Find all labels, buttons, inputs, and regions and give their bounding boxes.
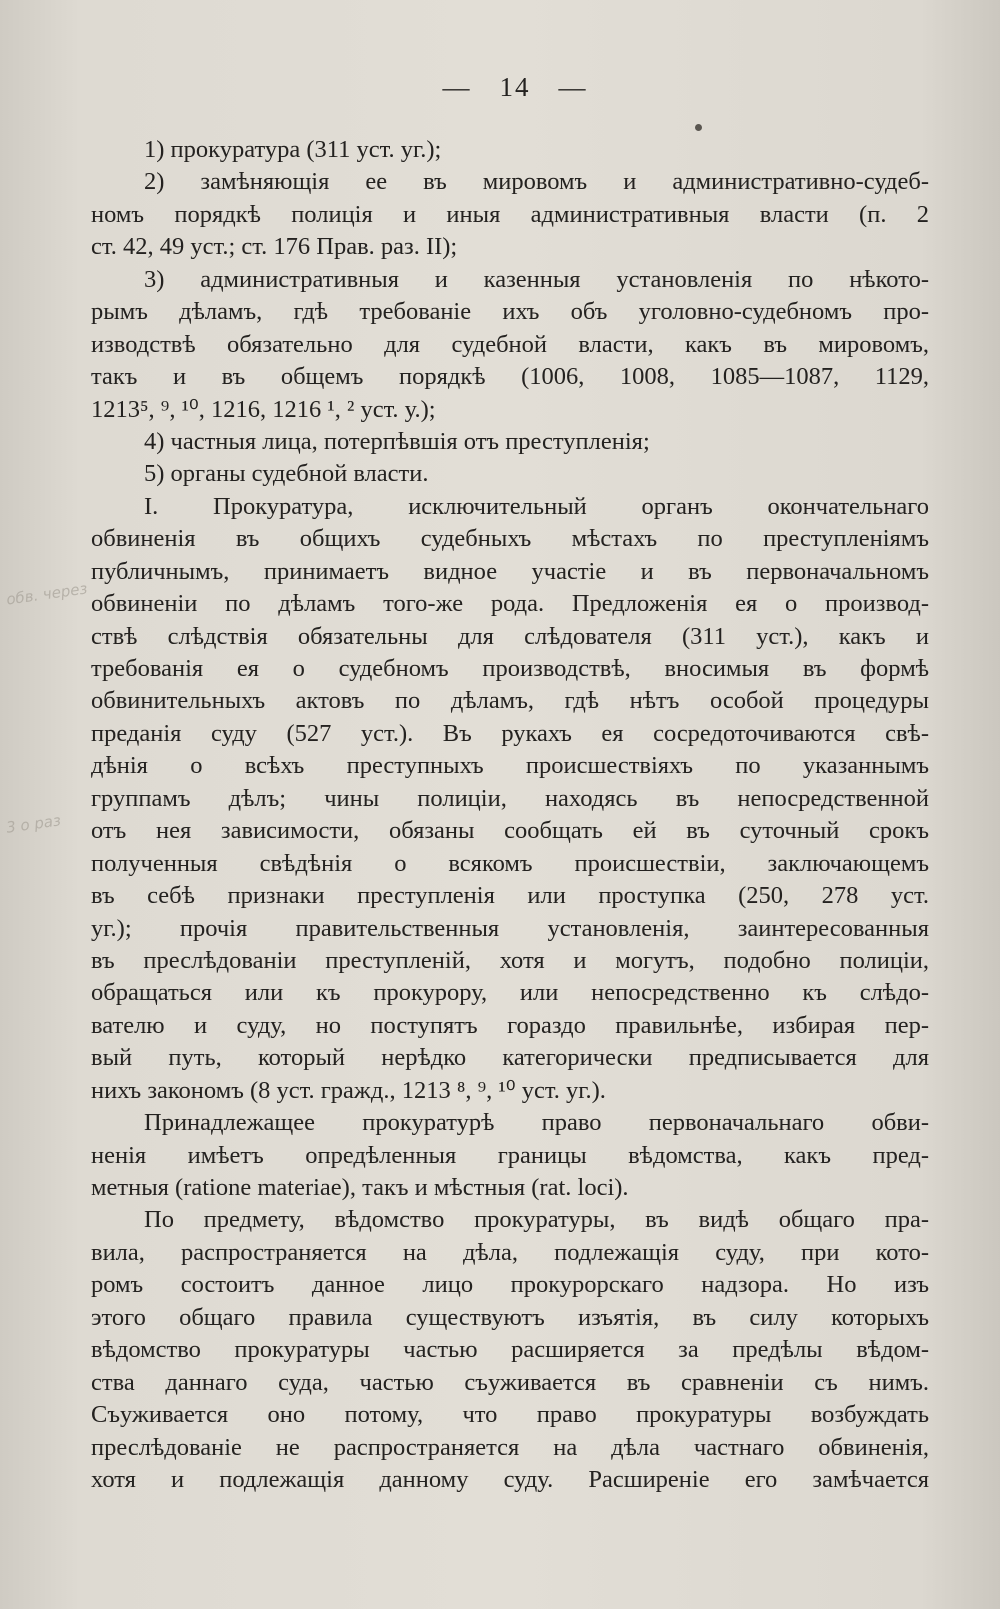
- text-line: нихъ закономъ (8 уст. гражд., 1213 ⁸, ⁹, ¹⁰ уст. уг.).: [91, 1076, 606, 1104]
- text-line: обвинительныхъ актовъ по дѣламъ, гдѣ нѣтъ особой процедуры: [91, 687, 929, 715]
- text-line: ненія имѣетъ опредѣленныя границы вѣдомства, какъ пред-: [91, 1141, 929, 1169]
- text-line: изводствѣ обязательно для судебной власти, какъ въ мировомъ,: [91, 330, 929, 358]
- text-line: ст. 42, 49 уст.; ст. 176 Прав. раз. II);: [91, 233, 458, 261]
- text-line: обращаться или къ прокурору, или непосредственно къ слѣдо-: [91, 979, 929, 1007]
- text-line: преданія суду (527 уст.). Въ рукахъ ея сосредоточиваются свѣ-: [91, 719, 929, 747]
- text-line: этого общаго правила существуютъ изъятія, въ силу которыхъ: [91, 1303, 929, 1331]
- text-line: уг.); прочія правительственныя установленія, заинтересованныя: [91, 914, 929, 942]
- text-line: полученныя свѣдѣнія о всякомъ происшествіи, заключающемъ: [91, 849, 929, 877]
- page-number-dash-right: —: [558, 72, 588, 102]
- text-line: хотя и подлежащія данному суду. Расширеніе его замѣчается: [91, 1465, 929, 1493]
- text-line: 3) административныя и казенныя установленія по нѣкото-: [144, 265, 929, 293]
- text-line: 5) органы судебной власти.: [144, 460, 429, 488]
- text-line: рымъ дѣламъ, гдѣ требованіе ихъ объ уголовно-судебномъ про-: [91, 298, 929, 326]
- text-line: Принадлежащее прокуратурѣ право первоначальнаго обви-: [144, 1109, 929, 1137]
- text-line: 1) прокуратура (311 уст. уг.);: [144, 136, 442, 163]
- text-line: въ преслѣдованіи преступленій, хотя и могутъ, подобно полиціи,: [91, 946, 929, 974]
- text-line: 2) замѣняющія ее въ мировомъ и административно-судеб-: [144, 168, 929, 196]
- text-line: такъ и въ общемъ порядкѣ (1006, 1008, 1085—1087, 1129,: [91, 363, 929, 391]
- text-line: номъ порядкѣ полиція и иныя административныя власти (п. 2: [91, 200, 929, 228]
- text-line: вѣдомство прокуратуры частью расширяется за предѣлы вѣдом-: [91, 1336, 929, 1364]
- text-line: 4) частныя лица, потерпѣвшія отъ преступленія;: [144, 427, 650, 455]
- text-line: публичнымъ, принимаетъ видное участіе и въ первоначальномъ: [91, 557, 929, 585]
- text-line: требованія ея о судебномъ производствѣ, вносимыя въ формѣ: [91, 655, 929, 682]
- text-line: обвиненіи по дѣламъ того-же рода. Предложенія ея о производ-: [91, 590, 929, 618]
- text-line: преслѣдованіе не распространяется на дѣла частнаго обвиненія,: [91, 1433, 929, 1461]
- text-line: обвиненія въ общихъ судебныхъ мѣстахъ по преступленіямъ: [91, 525, 929, 553]
- body-text: [91, 134, 929, 1496]
- text-line: ства даннаго суда, частью съуживается въ сравненіи съ нимъ.: [91, 1368, 929, 1396]
- margin-note: 3 о раз: [5, 811, 62, 837]
- text-line: ромъ состоитъ данное лицо прокурорскаго надзора. Но изъ: [91, 1271, 929, 1299]
- ink-dot: [695, 124, 702, 131]
- text-line: По предмету, вѣдомство прокуратуры, въ видѣ общаго пра-: [144, 1206, 929, 1234]
- text-line: ствѣ слѣдствія обязательны для слѣдователя (311 уст.), какъ и: [91, 622, 929, 650]
- text-line: метныя (ratione materiae), такъ и мѣстныя (rat. loci).: [91, 1174, 629, 1201]
- text-line: 1213⁵, ⁹, ¹⁰, 1216, 1216 ¹, ² уст. у.);: [91, 395, 436, 423]
- text-line: вый путь, который нерѣдко категорически предписывается для: [91, 1044, 929, 1072]
- text-line: группамъ дѣлъ; чины полиціи, находясь въ непосредственной: [91, 784, 929, 812]
- text-line: вателю и суду, но поступятъ гораздо правильнѣе, избирая пер-: [91, 1011, 929, 1039]
- page-number-value: 14: [499, 72, 531, 102]
- page-number-dash-left: —: [442, 72, 472, 102]
- text-line: Съуживается оно потому, что право прокуратуры возбуждать: [91, 1401, 929, 1429]
- text-line: отъ нея зависимости, обязаны сообщать ей въ суточный срокъ: [91, 817, 929, 845]
- margin-note: обв. через: [5, 579, 89, 609]
- text-line: вила, распространяется на дѣла, подлежащія суду, при кото-: [91, 1238, 929, 1266]
- page-number: [0, 72, 1000, 103]
- text-line: въ себѣ признаки преступленія или проступка (250, 278 уст.: [91, 882, 929, 910]
- text-line: I. Прокуратура, исключительный органъ окончательнаго: [144, 492, 929, 520]
- text-line: дѣнія о всѣхъ преступныхъ происшествіяхъ по указаннымъ: [91, 752, 929, 780]
